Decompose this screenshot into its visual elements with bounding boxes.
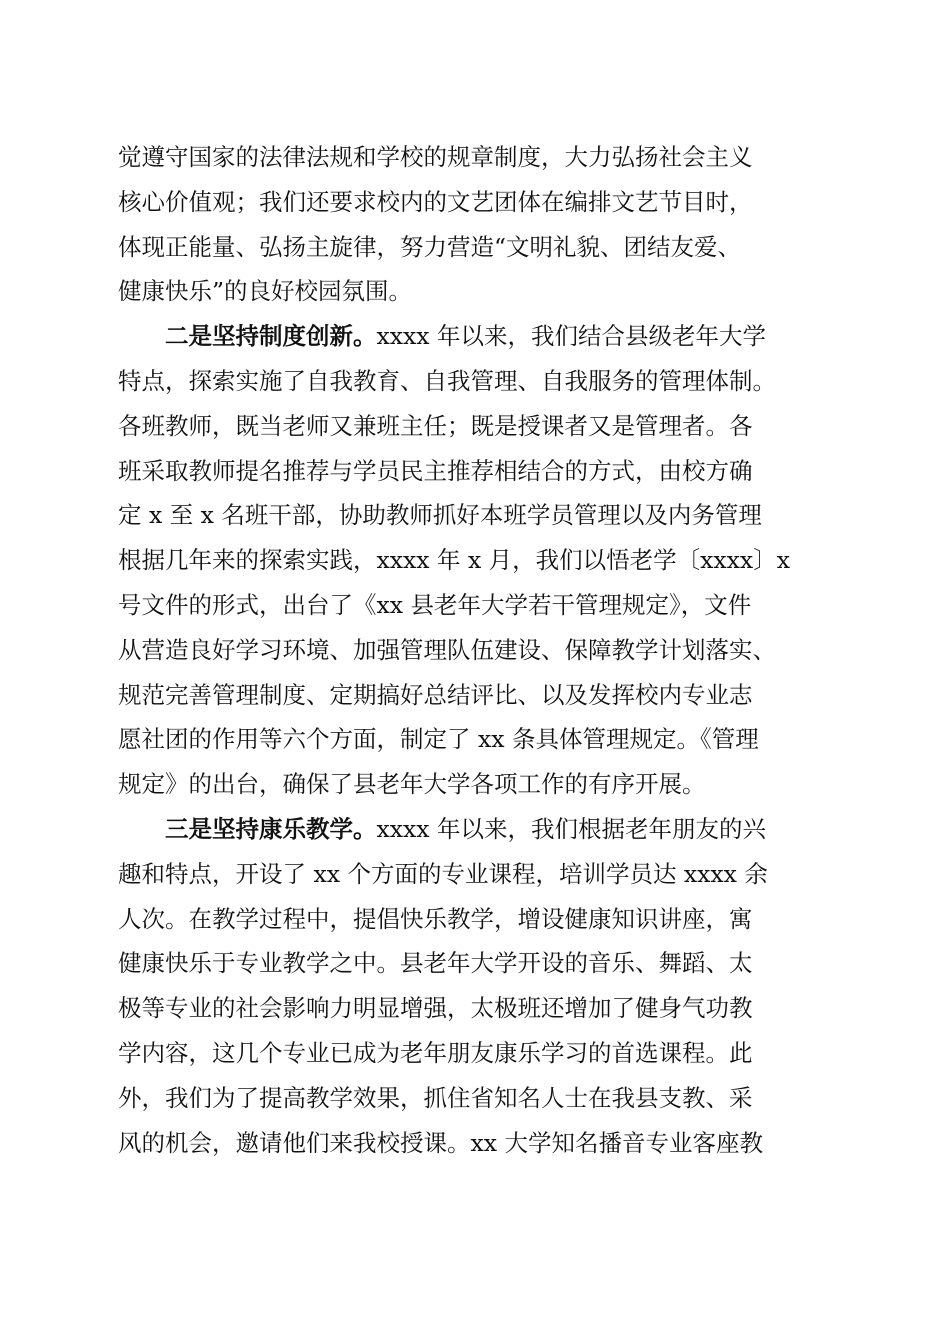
text-line: 愿社团的作用等六个方面，制定了 xx 条具体管理规定。《管理 [118,725,759,754]
text-line: 学内容，这几个专业已成为老年朋友康乐学习的首选课程。此 [118,1038,753,1067]
text-line: 根据几年来的探索实践，xxxx 年 x 月，我们以悟老学〔xxxx〕x [118,546,790,575]
text-line: 规定》的出台，确保了县老年大学各项工作的有序开展。 [118,770,706,799]
text-line: 外，我们为了提高教学效果，抓住省知名人士在我县支教、采 [118,1083,753,1112]
text-line: 特点，探索实施了自我教育、自我管理、自我服务的管理体制。 [118,366,776,395]
text-line: 规范完善管理制度、定期搞好总结评比、以及发挥校内专业志 [118,680,753,709]
paragraph-first-line [118,807,838,852]
paragraph-heading: 三是坚持康乐教学。 [165,814,377,843]
text-line: 极等专业的社会影响力明显增强，太极班还增加了健身气功教 [118,994,753,1023]
text-line: 从营造良好学习环境、加强管理队伍建设、保障教学计划落实、 [118,635,776,664]
body-text [118,135,838,1165]
text-line: 定 x 至 x 名班干部，协助教师抓好本班学员管理以及内务管理 [118,501,762,530]
text-line: 健康快乐”的良好校园氛围。 [118,277,413,306]
text-line: 各班教师，既当老师又兼班主任；既是授课者又是管理者。各 [118,411,753,440]
text-line: 趣和特点，开设了 xx 个方面的专业课程，培训学员达 xxxx 余 [118,859,768,888]
text-line: 健康快乐于专业教学之中。县老年大学开设的音乐、舞蹈、太 [118,949,753,978]
text-line: 号文件的形式，出台了《xx 县老年大学若干管理规定》，文件 [118,590,752,619]
text-line: 核心价值观；我们还要求校内的文艺团体在编排文艺节目时， [118,187,753,216]
text-line: 班采取教师提名推荐与学员民主推荐相结合的方式，由校方确 [118,456,753,485]
paragraph-first-line [118,314,838,359]
paragraph-heading: 二是坚持制度创新。 [165,322,377,351]
paragraph-first-line-text: xxxx 年以来，我们结合县级老年大学 [376,322,766,351]
text-line: 体现正能量、弘扬主旋律，努力营造“文明礼貌、团结友爱、 [118,232,742,261]
text-line: 人次。在教学过程中，提倡快乐教学，增设健康知识讲座，寓 [118,904,753,933]
text-line: 风的机会，邀请他们来我校授课。xx 大学知名播音专业客座教 [118,1128,763,1157]
text-line: 觉遵守国家的法律法规和学校的规章制度，大力弘扬社会主义 [118,143,753,171]
paragraph-first-line-text: xxxx 年以来，我们根据老年朋友的兴 [376,814,766,843]
